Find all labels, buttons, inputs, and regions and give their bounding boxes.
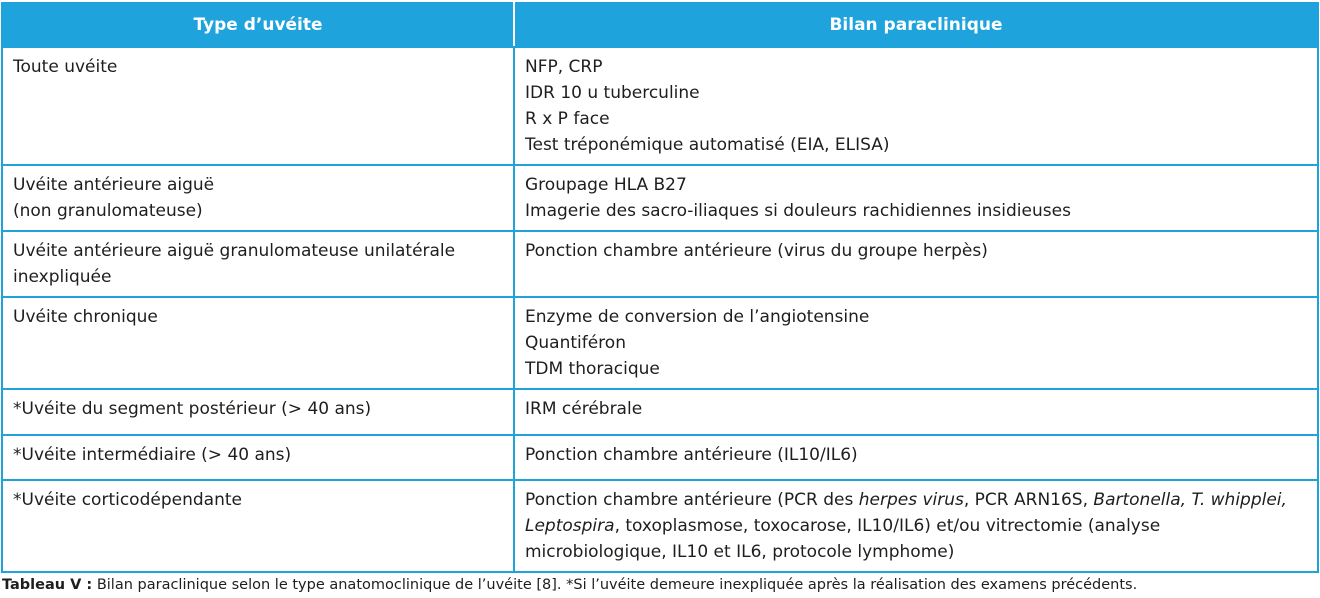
bilan-cell	[514, 480, 1318, 572]
type-cell	[2, 480, 514, 572]
bilan-cell	[514, 389, 1318, 435]
bilan-segment: , PCR ARN16S,	[963, 490, 1094, 510]
bilan-text: IRM cérébrale	[525, 399, 643, 419]
bilan-text: TDM thoracique	[525, 359, 660, 379]
table-row	[2, 165, 1318, 231]
bilan-segment: , toxoplasmose, toxocarose, IL10/IL6) et/ou vitrectomie (analyse microbiologique, IL10 et IL6, protocole lymphome)	[525, 516, 1161, 562]
table-row	[2, 435, 1318, 480]
bilan-text: NFP, CRP	[525, 57, 603, 77]
type-text: *Uvéite intermédiaire (> 40 ans)	[13, 445, 292, 465]
column-header-bilan: Bilan paraclinique	[514, 3, 1318, 47]
bilan-segment-italic: Bartonella, T. whipplei, Leptospira	[525, 490, 1287, 536]
type-text: inexpliquée	[13, 267, 112, 287]
bilan-cell	[514, 231, 1318, 297]
bilan-text: Imagerie des sacro-iliaques si douleurs rachidiennes insidieuses	[525, 201, 1071, 221]
type-text: (non granulomateuse)	[13, 201, 203, 221]
bilan-segment: Ponction chambre antérieure (PCR des	[525, 490, 859, 510]
bilan-text: Groupage HLA B27	[525, 175, 687, 195]
type-text: *Uvéite du segment postérieur (> 40 ans)	[13, 399, 372, 419]
type-cell	[2, 389, 514, 435]
type-text: Uvéite chronique	[13, 307, 158, 327]
bilan-text: Ponction chambre antérieure (IL10/IL6)	[525, 445, 858, 465]
bilan-text: Quantiféron	[525, 333, 626, 353]
caption-text: Bilan paraclinique selon le type anatomoclinique de l’uvéite [8]. *Si l’uvéite demeure inexpliquée après la réalisation des examens précédents.	[92, 577, 1138, 593]
bilan-cell	[514, 165, 1318, 231]
table-row	[2, 47, 1318, 165]
type-cell	[2, 435, 514, 480]
caption-label: Tableau V :	[2, 577, 93, 593]
bilan-cell	[514, 47, 1318, 165]
bilan-text: Ponction chambre antérieure (virus du groupe herpès)	[525, 241, 988, 261]
table-header-row	[2, 3, 1318, 47]
bilan-cell	[514, 297, 1318, 389]
bilan-text: R x P face	[525, 109, 610, 129]
type-cell	[2, 297, 514, 389]
column-header-type: Type d’uvéite	[2, 3, 514, 47]
table-row	[2, 480, 1318, 572]
bilan-text: Enzyme de conversion de l’angiotensine	[525, 307, 870, 327]
uveitis-table	[1, 2, 1319, 573]
bilan-cell	[514, 435, 1318, 480]
bilan-text: IDR 10 u tuberculine	[525, 83, 700, 103]
type-text: Uvéite antérieure aiguë	[13, 175, 215, 195]
type-cell	[2, 165, 514, 231]
bilan-rich-text	[525, 487, 1307, 565]
table-row	[2, 297, 1318, 389]
bilan-text: Test tréponémique automatisé (EIA, ELISA)	[525, 135, 890, 155]
table-row	[2, 231, 1318, 297]
type-text: Uvéite antérieure aiguë granulomateuse unilatérale	[13, 241, 456, 261]
table-caption	[2, 577, 1137, 593]
type-text: Toute uvéite	[13, 57, 118, 77]
type-cell	[2, 231, 514, 297]
type-text: *Uvéite corticodépendante	[13, 490, 242, 510]
type-cell	[2, 47, 514, 165]
bilan-segment-italic: herpes virus	[858, 490, 964, 510]
table-row	[2, 389, 1318, 435]
